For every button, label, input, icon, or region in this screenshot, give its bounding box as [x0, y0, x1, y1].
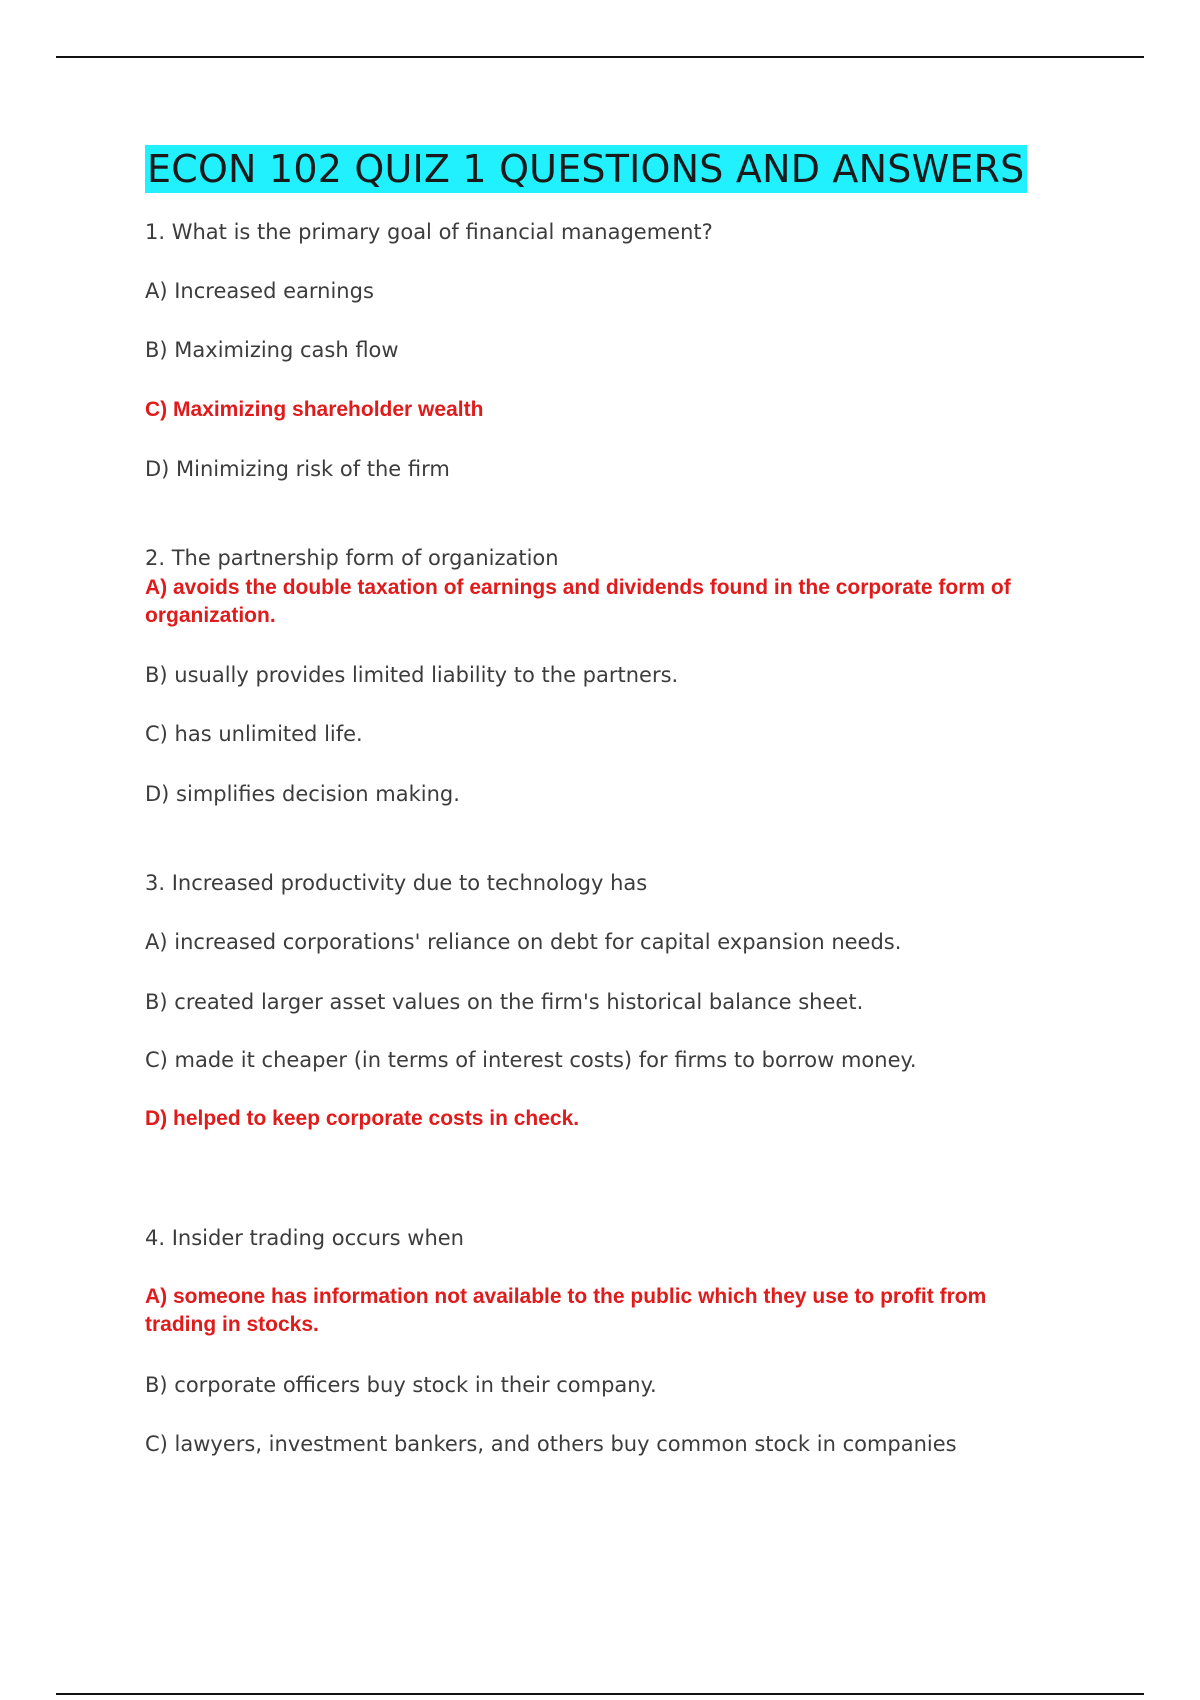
question-4-option-b: B) corporate officers buy stock in their company. [145, 1373, 657, 1397]
question-2-prompt: 2. The partnership form of organization [145, 546, 559, 570]
question-1-correct-answer: C) Maximizing shareholder wealth [145, 398, 484, 421]
document-title: ECON 102 QUIZ 1 QUESTIONS AND ANSWERS [147, 147, 1025, 191]
question-1-option-a: A) Increased earnings [145, 279, 374, 303]
question-4-correct-answer: A) someone has information not available to the public which they use to profit from trading in stocks. [145, 1285, 987, 1336]
question-2-option-d: D) simplifies decision making. [145, 782, 460, 806]
question-1-prompt: 1. What is the primary goal of financial management? [145, 220, 713, 244]
question-2-correct-answer: A) avoids the double taxation of earnings and dividends found in the corporate form of organization. [145, 576, 1011, 627]
question-1-option-b: B) Maximizing cash flow [145, 338, 399, 362]
question-1-option-d: D) Minimizing risk of the firm [145, 457, 450, 481]
question-4-option-c: C) lawyers, investment bankers, and others buy common stock in companies [145, 1432, 957, 1456]
question-3-option-c: C) made it cheaper (in terms of interest costs) for firms to borrow money. [145, 1048, 917, 1072]
question-4-prompt: 4. Insider trading occurs when [145, 1226, 464, 1250]
question-3-correct-answer: D) helped to keep corporate costs in check. [145, 1107, 580, 1130]
question-2-option-c: C) has unlimited life. [145, 722, 363, 746]
question-3-option-b: B) created larger asset values on the firm's historical balance sheet. [145, 990, 864, 1014]
question-3-option-a: A) increased corporations' reliance on debt for capital expansion needs. [145, 930, 902, 954]
bottom-rule [56, 1693, 1144, 1695]
question-2-option-b: B) usually provides limited liability to the partners. [145, 663, 679, 687]
top-rule [56, 56, 1144, 58]
question-3-prompt: 3. Increased productivity due to technology has [145, 871, 648, 895]
